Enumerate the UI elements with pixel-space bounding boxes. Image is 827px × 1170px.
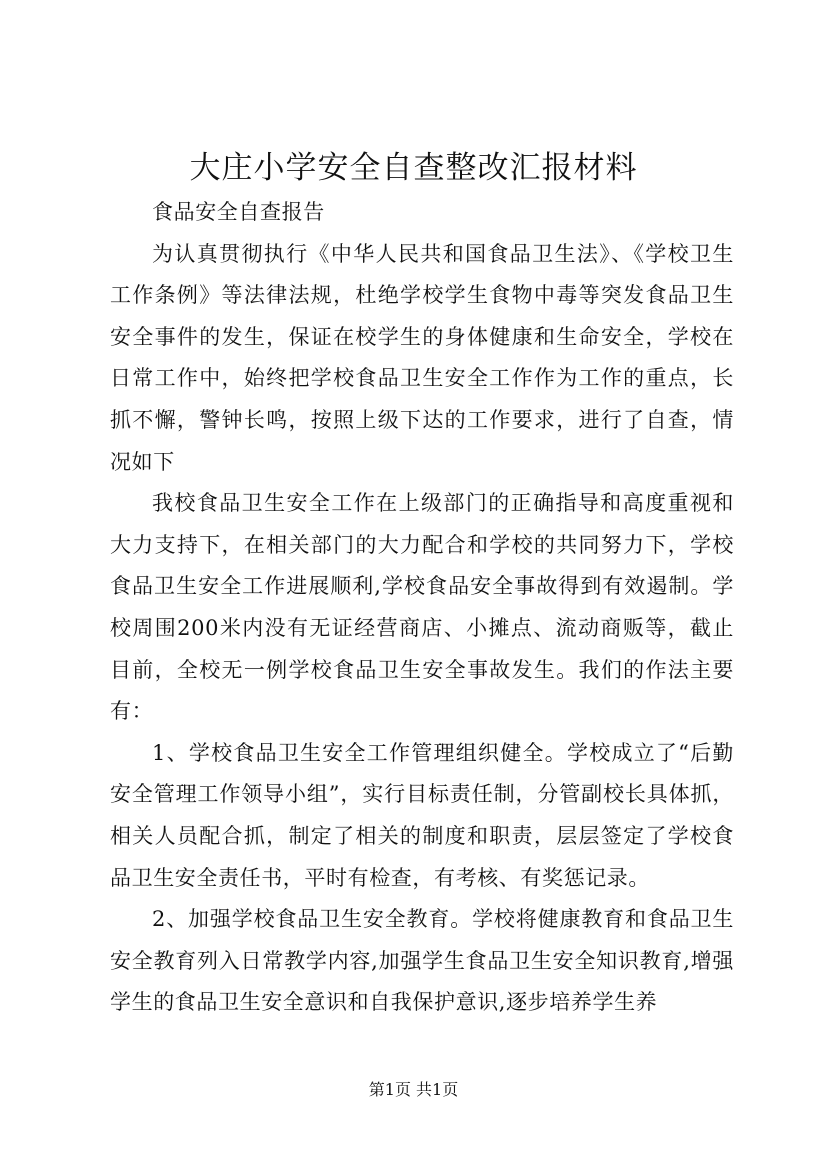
subtitle-paragraph: 食品安全自查报告 [152, 200, 325, 224]
intro-paragraph: 为认真贯彻执行《中华人民共和国食品卫生法》、《学校卫生工作条例》等法律法规，杜绝学校学生食物中毒等突发食品卫生安全事件的发生，保证在校学生的身体健康和生命安全，学校在日常工作中，始终把学校食品卫生安全工作作为工作的重点，长抓不懈，警钟长鸣，按照上级下达的工作要求，进行了自查，情况如下 [110, 241, 734, 474]
overview-paragraph: 我校食品卫生安全工作在上级部门的正确指导和高度重视和大力支持下，在相关部门的大力配合和学校的共同努力下，学校食品卫生安全工作进展顺利,学校食品安全事故得到有效遏制。学校周围200米内没有无证经营商店、小摊点、流动商贩等，截止目前，全校无一例学校食品卫生安全事故发生。我们的作法主要有： [110, 491, 734, 724]
page-footer: 第1页 共1页 [368, 1080, 459, 1099]
document-body [110, 192, 734, 1024]
point-1-paragraph: 1、学校食品卫生安全工作管理组织健全。学校成立了“后勤安全管理工作领导小组”，实行目标责任制，分管副校长具体抓，相关人员配合抓，制定了相关的制度和职责，层层签定了学校食品卫生安全责任书，平时有检查，有考核、有奖惩记录。 [110, 740, 734, 890]
point-2-paragraph: 2、加强学校食品卫生安全教育。学校将健康教育和食品卫生安全教育列入日常教学内容,加强学生食品卫生安全知识教育,增强学生的食品卫生安全意识和自我保护意识,逐步培养学生养 [110, 907, 734, 1015]
document-title: 大庄小学安全自查整改汇报材料 [189, 150, 638, 186]
